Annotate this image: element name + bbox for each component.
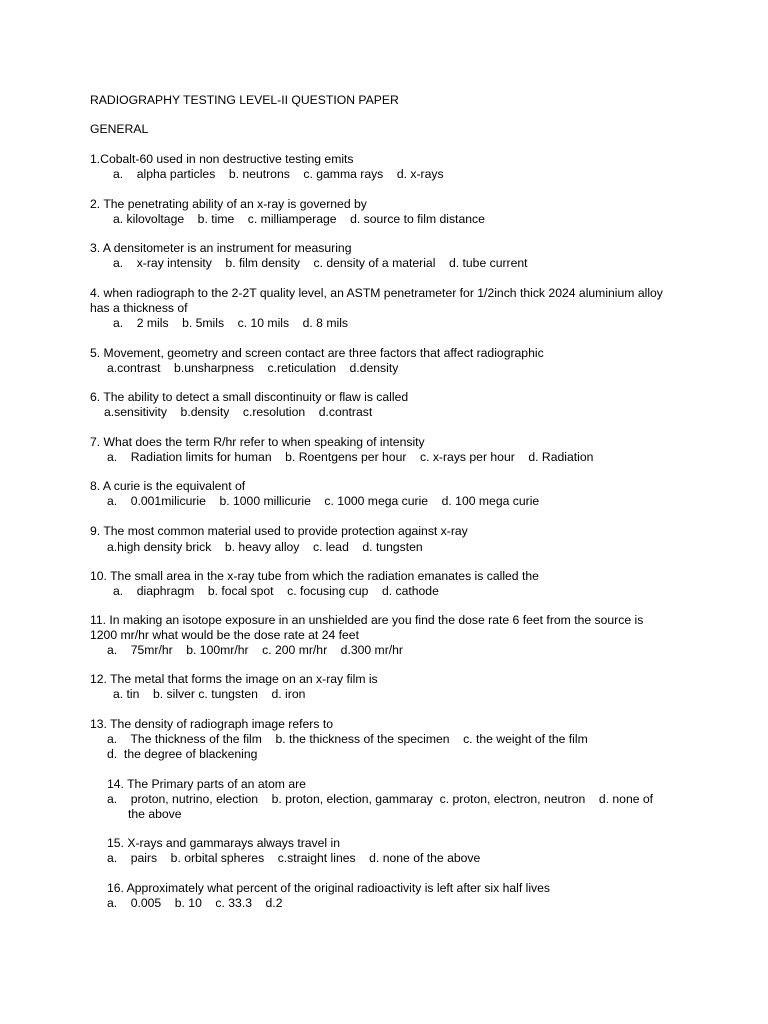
question-13: 13. The density of radiograph image refers to bbox=[90, 717, 333, 731]
options-6: a.sensitivity b.density c.resolution d.contrast bbox=[104, 405, 373, 419]
options-5: a.contrast b.unsharpness c.reticulation d.density bbox=[107, 361, 399, 375]
question-11: 11. In making an isotope exposure in an unshielded are you find the dose rate 6 feet from the source is 1200 mr/hr what would be the dose rate at 24 feet bbox=[90, 613, 644, 642]
question-15: 15. X-rays and gammarays always travel in bbox=[107, 836, 341, 850]
options-11: a. 75mr/hr b. 100mr/hr c. 200 mr/hr d.300 mr/hr bbox=[107, 643, 403, 657]
question-10: 10. The small area in the x-ray tube from which the radiation emanates is called the bbox=[90, 569, 539, 583]
question-14: 14. The Primary parts of an atom are bbox=[107, 777, 306, 791]
question-8: 8. A curie is the equivalent of bbox=[90, 479, 246, 493]
options-12: a. tin b. silver c. tungsten d. iron bbox=[113, 687, 306, 701]
options-14-cont: the above bbox=[128, 807, 182, 821]
options-4: a. 2 mils b. 5mils c. 10 mils d. 8 mils bbox=[113, 316, 349, 330]
options-10: a. diaphragm b. focal spot c. focusing cup d. cathode bbox=[113, 584, 439, 598]
question-12: 12. The metal that forms the image on an x-ray film is bbox=[90, 672, 378, 686]
question-3: 3. A densitometer is an instrument for measuring bbox=[90, 241, 352, 255]
options-16: a. 0.005 b. 10 c. 33.3 d.2 bbox=[107, 896, 283, 910]
question-6: 6. The ability to detect a small discontinuity or flaw is called bbox=[90, 390, 409, 404]
options-14: a. proton, nutrino, election b. proton, election, gammaray c. proton, electron, neutron d. none of bbox=[107, 792, 654, 806]
question-5: 5. Movement, geometry and screen contact are three factors that affect radiographic bbox=[90, 346, 544, 360]
question-9: 9. The most common material used to provide protection against x-ray bbox=[90, 524, 468, 538]
page-title: RADIOGRAPHY TESTING LEVEL-II QUESTION PAPER bbox=[90, 93, 399, 107]
options-8: a. 0.001milicurie b. 1000 millicurie c. 1000 mega curie d. 100 mega curie bbox=[107, 494, 540, 508]
section-heading: GENERAL bbox=[90, 122, 149, 136]
options-9: a.high density brick b. heavy alloy c. lead d. tungsten bbox=[107, 540, 423, 554]
options-7: a. Radiation limits for human b. Roentgens per hour c. x-rays per hour d. Radiation bbox=[107, 450, 594, 464]
options-13-cont: d. the degree of blackening bbox=[107, 747, 258, 761]
options-1: a. alpha particles b. neutrons c. gamma rays d. x-rays bbox=[113, 167, 444, 181]
question-16: 16. Approximately what percent of the original radioactivity is left after six half lives bbox=[107, 881, 551, 895]
question-4: 4. when radiograph to the 2-2T quality level, an ASTM penetrameter for 1/2inch thick 2024 aluminium alloy has a thickness of bbox=[90, 286, 663, 315]
options-13: a. The thickness of the film b. the thickness of the specimen c. the weight of the film bbox=[107, 732, 588, 746]
question-1: 1.Cobalt-60 used in non destructive testing emits bbox=[90, 152, 354, 166]
options-3: a. x-ray intensity b. film density c. density of a material d. tube current bbox=[113, 256, 528, 270]
question-7: 7. What does the term R/hr refer to when speaking of intensity bbox=[90, 435, 425, 449]
options-2: a. kilovoltage b. time c. milliamperage d. source to film distance bbox=[113, 212, 485, 226]
options-15: a. pairs b. orbital spheres c.straight lines d. none of the above bbox=[107, 851, 481, 865]
question-2: 2. The penetrating ability of an x-ray is governed by bbox=[90, 197, 367, 211]
